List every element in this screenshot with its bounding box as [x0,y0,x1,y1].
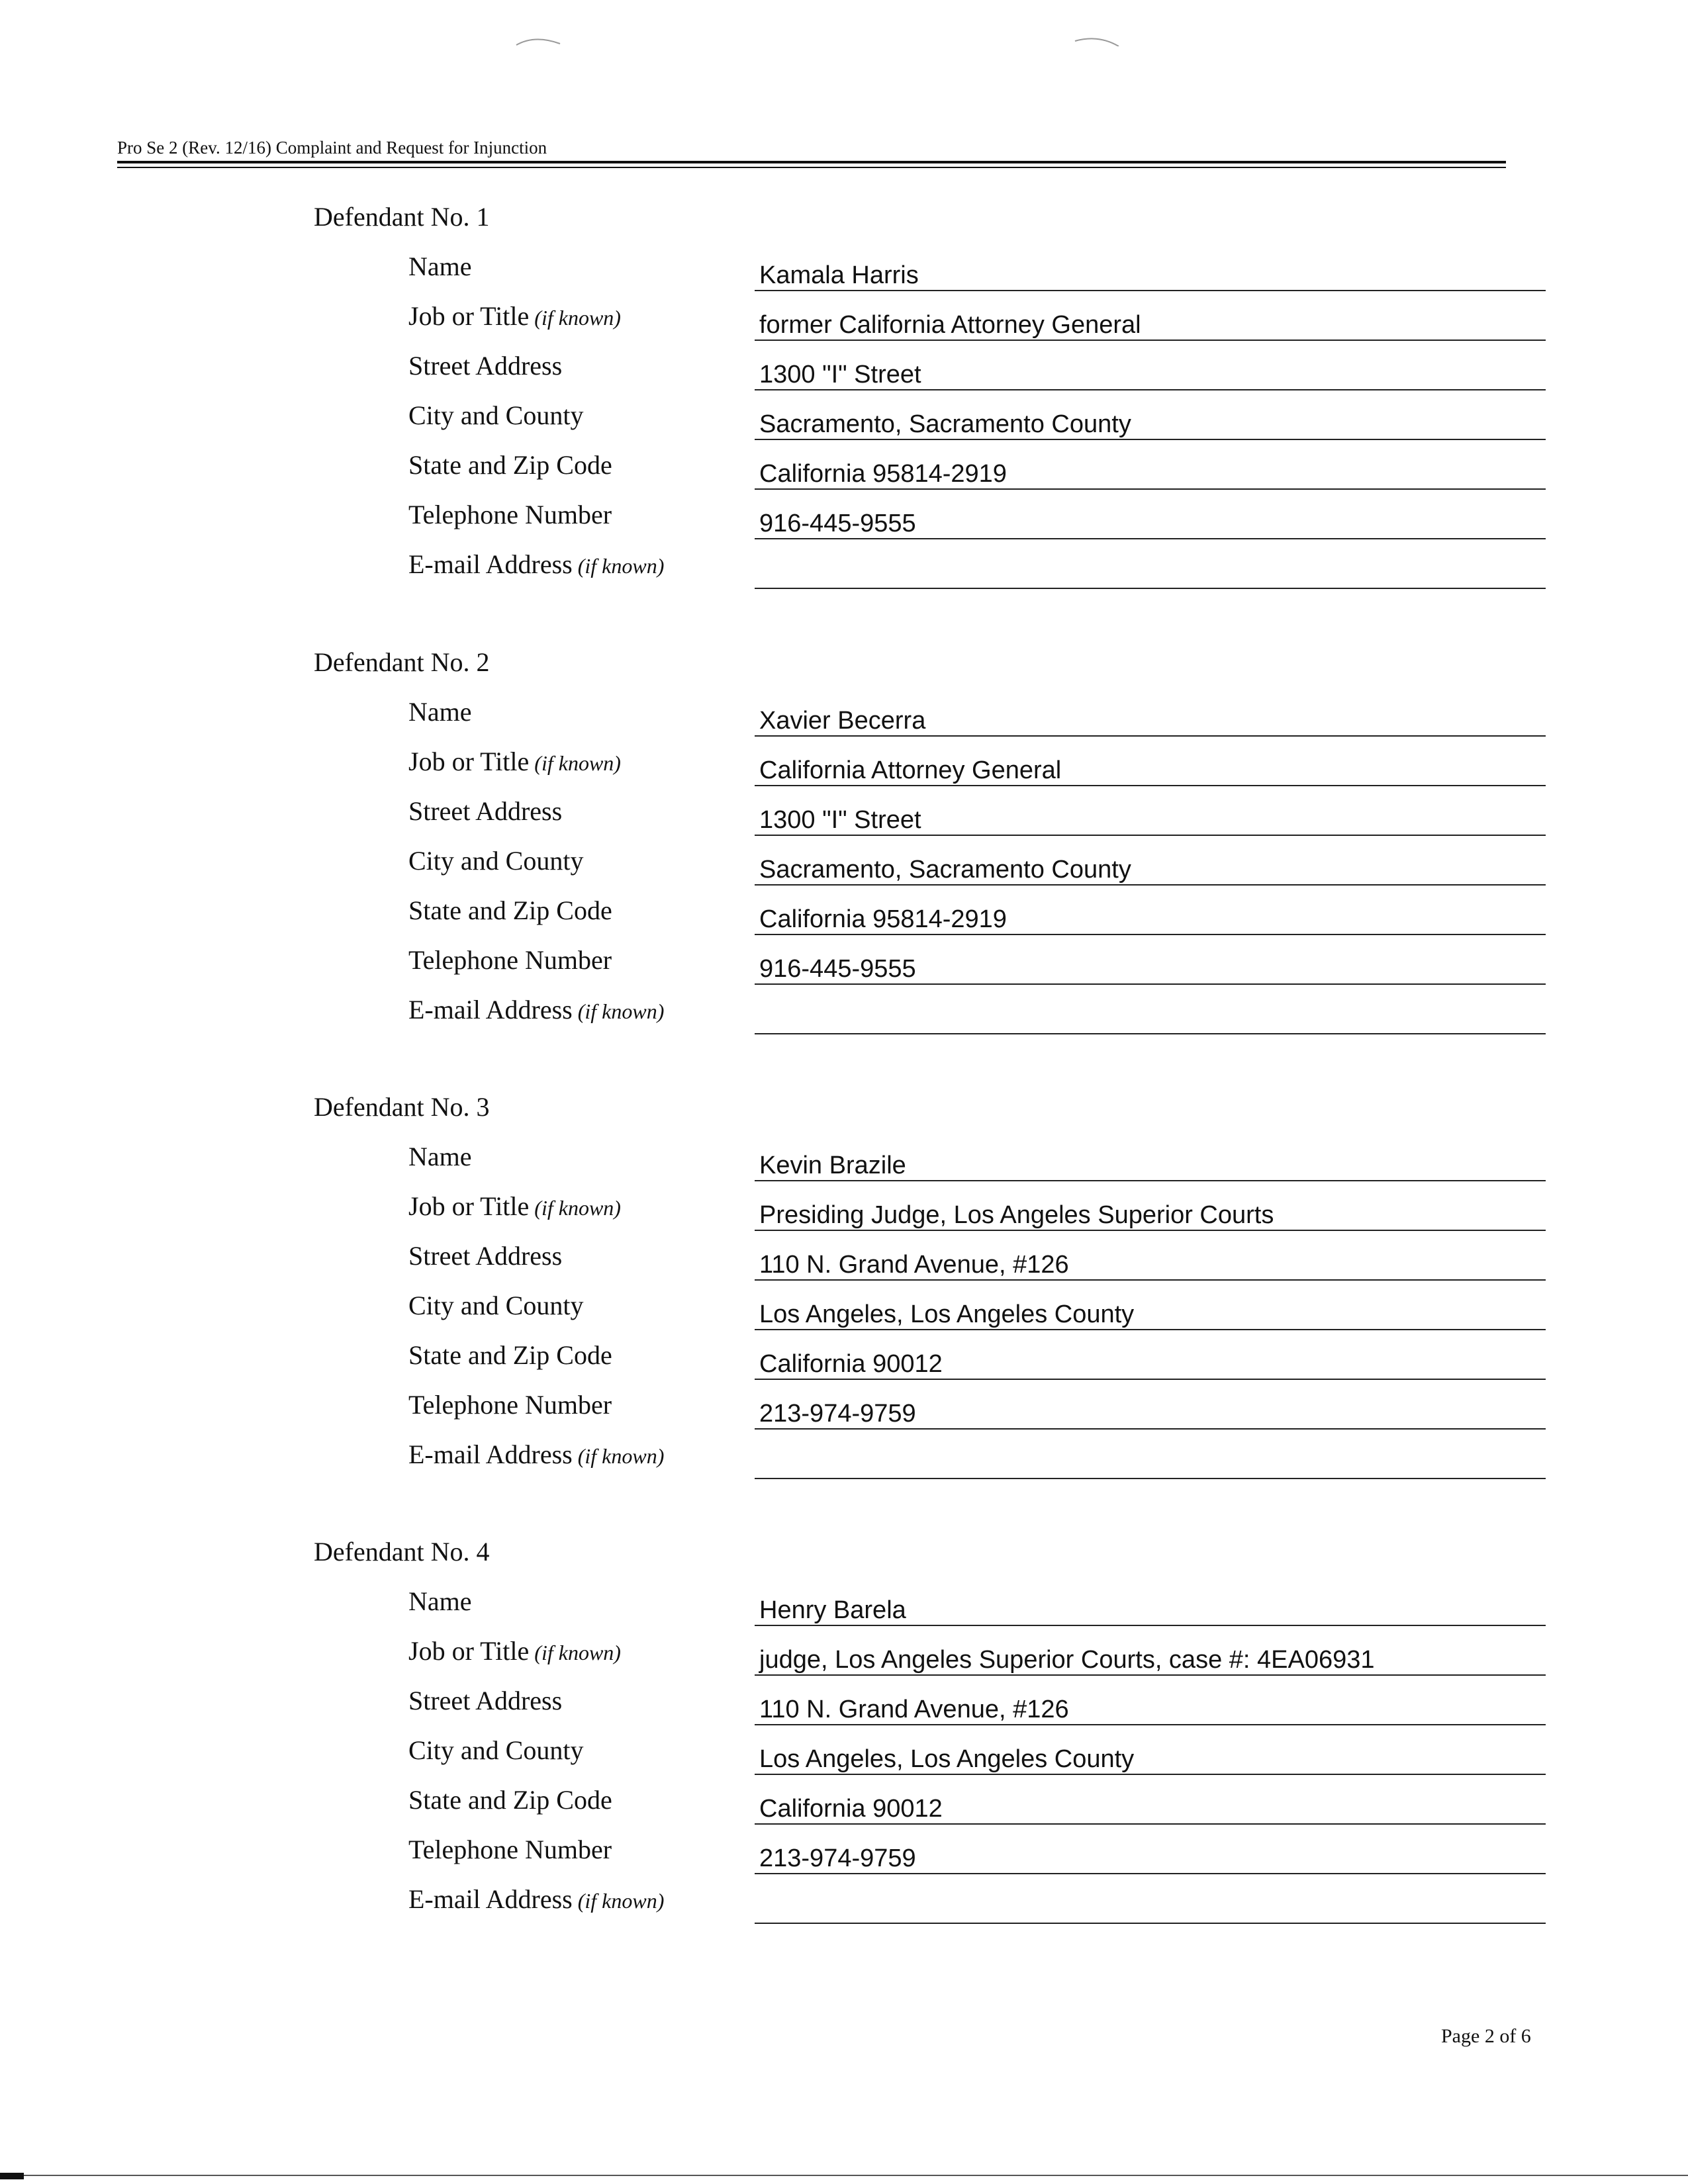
field-label-text: Street Address [408,351,563,381]
defendant-block [0,1537,1688,1960]
field-label [408,301,621,333]
field-label-text: City and County [408,846,584,876]
field-label-text: State and Zip Code [408,895,612,925]
field-label [408,1142,472,1172]
field-underline [755,290,1546,291]
field-value: 1300 "I" Street [759,806,921,834]
form-field-row [0,1142,1688,1191]
field-underline [755,1724,1546,1725]
field-label [408,500,612,530]
field-label-text: Name [408,697,472,727]
form-field-row [0,945,1688,995]
field-underline [755,1033,1546,1034]
field-label [408,1390,612,1420]
field-label-text: Job or Title [408,1636,530,1666]
field-label [408,747,621,778]
form-field-row [0,500,1688,549]
field-label [408,1439,664,1471]
field-underline [755,1329,1546,1330]
field-underline [755,340,1546,341]
field-label [408,1835,612,1865]
field-label-text: Telephone Number [408,1835,612,1864]
field-label-hint: (if known) [577,999,665,1023]
field-label-text: Name [408,251,472,281]
field-label-text: Street Address [408,796,563,826]
field-value: Kamala Harris [759,261,919,289]
field-label [408,1241,562,1271]
field-underline [755,1774,1546,1775]
field-value: 213-974-9759 [759,1400,916,1428]
form-field-row [0,697,1688,747]
form-field-row [0,1390,1688,1439]
scan-mark-right [1074,33,1120,46]
field-label [408,1636,621,1668]
field-label-text: City and County [408,400,584,430]
form-field-row [0,1835,1688,1884]
field-value: 916-445-9555 [759,955,916,983]
field-label-text: Telephone Number [408,945,612,975]
defendant-block [0,202,1688,625]
field-label-text: E-mail Address [408,1439,573,1469]
field-underline [755,1180,1546,1181]
field-value: Presiding Judge, Los Angeles Superior Courts [759,1201,1274,1229]
form-field-row [0,1636,1688,1686]
field-underline [755,1823,1546,1825]
form-field-row [0,1884,1688,1934]
field-value: Sacramento, Sacramento County [759,410,1131,438]
scan-mark-left [515,33,561,46]
form-field-row [0,1439,1688,1489]
field-label-hint: (if known) [577,1889,665,1913]
form-field-row [0,1735,1688,1785]
field-underline [755,934,1546,935]
field-label-text: Job or Title [408,301,530,331]
field-underline [755,1428,1546,1430]
field-underline [755,735,1546,737]
field-underline [755,1379,1546,1380]
field-underline [755,1625,1546,1626]
field-value: 110 N. Grand Avenue, #126 [759,1696,1069,1723]
field-underline [755,1279,1546,1281]
field-label-hint: (if known) [534,751,621,775]
defendant-block [0,647,1688,1071]
form-field-row [0,1241,1688,1291]
field-label [408,1586,472,1617]
form-field-row [0,1191,1688,1241]
field-underline [755,1873,1546,1874]
defendant-heading: Defendant No. 3 [314,1092,490,1122]
field-value: Sacramento, Sacramento County [759,856,1131,884]
field-value: judge, Los Angeles Superior Courts, case #: 4EA06931 [759,1646,1375,1674]
field-label [408,796,562,827]
field-underline [755,538,1546,539]
header-rule-thick [117,161,1506,163]
form-field-row [0,549,1688,599]
field-label [408,995,664,1026]
field-label-hint: (if known) [577,1444,665,1468]
form-field-row [0,796,1688,846]
field-value: Los Angeles, Los Angeles County [759,1745,1135,1773]
field-label-text: City and County [408,1735,584,1765]
form-field-row [0,400,1688,450]
field-label-text: E-mail Address [408,995,573,1024]
field-label-hint: (if known) [534,306,621,330]
field-value: 213-974-9759 [759,1844,916,1872]
field-underline [755,1478,1546,1479]
field-value: California 90012 [759,1795,943,1823]
form-field-row [0,251,1688,301]
field-label-text: Street Address [408,1686,563,1715]
field-label [408,1686,562,1716]
field-underline [755,884,1546,886]
scan-edge [0,2173,1688,2179]
field-label [408,251,472,282]
form-field-row [0,846,1688,895]
field-label-hint: (if known) [577,554,665,578]
field-label-text: Name [408,1586,472,1616]
field-underline [755,439,1546,440]
field-label [408,549,664,581]
field-label-text: City and County [408,1291,584,1320]
form-field-row [0,1586,1688,1636]
field-label-text: E-mail Address [408,549,573,579]
field-label [408,351,562,381]
field-value: Los Angeles, Los Angeles County [759,1300,1135,1328]
field-value: 1300 "I" Street [759,361,921,388]
field-label [408,846,583,876]
field-label [408,1785,612,1815]
field-label-text: State and Zip Code [408,1785,612,1815]
field-label [408,400,583,431]
field-underline [755,389,1546,390]
field-label [408,1291,583,1321]
form-field-row [0,1686,1688,1735]
field-label-hint: (if known) [534,1196,621,1220]
field-underline [755,983,1546,985]
field-underline [755,1674,1546,1676]
field-label-text: Telephone Number [408,1390,612,1420]
field-underline [755,588,1546,589]
form-field-row [0,351,1688,400]
field-underline [755,1230,1546,1231]
field-label-text: Street Address [408,1241,563,1271]
field-label-text: Job or Title [408,1191,530,1221]
field-value: California 95814-2919 [759,905,1007,933]
field-label [408,1735,583,1766]
field-value: Henry Barela [759,1596,906,1624]
field-label-text: State and Zip Code [408,1340,612,1370]
field-label-text: State and Zip Code [408,450,612,480]
field-value: Kevin Brazile [759,1152,906,1179]
field-label [408,1191,621,1223]
defendant-heading: Defendant No. 1 [314,202,490,232]
form-field-row [0,450,1688,500]
defendant-heading: Defendant No. 4 [314,1537,490,1567]
field-label-hint: (if known) [534,1641,621,1664]
form-field-row [0,1340,1688,1390]
page-number: Page 2 of 6 [1441,2025,1531,2047]
field-value: 110 N. Grand Avenue, #126 [759,1251,1069,1279]
field-label [408,450,612,480]
field-label-text: Job or Title [408,747,530,776]
field-label [408,1884,664,1916]
field-label-text: E-mail Address [408,1884,573,1914]
field-value: California 90012 [759,1350,943,1378]
field-label [408,895,612,926]
form-field-row [0,995,1688,1044]
form-field-row [0,747,1688,796]
defendant-block [0,1092,1688,1516]
field-value: Xavier Becerra [759,707,926,735]
form-field-row [0,895,1688,945]
field-label [408,945,612,976]
form-field-row [0,301,1688,351]
field-underline [755,785,1546,786]
field-label-text: Name [408,1142,472,1171]
field-label-text: Telephone Number [408,500,612,529]
field-underline [755,835,1546,836]
form-header: Pro Se 2 (Rev. 12/16) Complaint and Request for Injunction [117,138,547,158]
field-label [408,1340,612,1371]
field-value: former California Attorney General [759,311,1141,339]
field-value: California Attorney General [759,756,1062,784]
defendant-heading: Defendant No. 2 [314,647,490,677]
field-value: 916-445-9555 [759,510,916,537]
field-value: California 95814-2919 [759,460,1007,488]
field-underline [755,1923,1546,1924]
field-label [408,697,472,727]
header-rule-thin [117,167,1506,168]
form-field-row [0,1291,1688,1340]
field-underline [755,488,1546,490]
form-field-row [0,1785,1688,1835]
